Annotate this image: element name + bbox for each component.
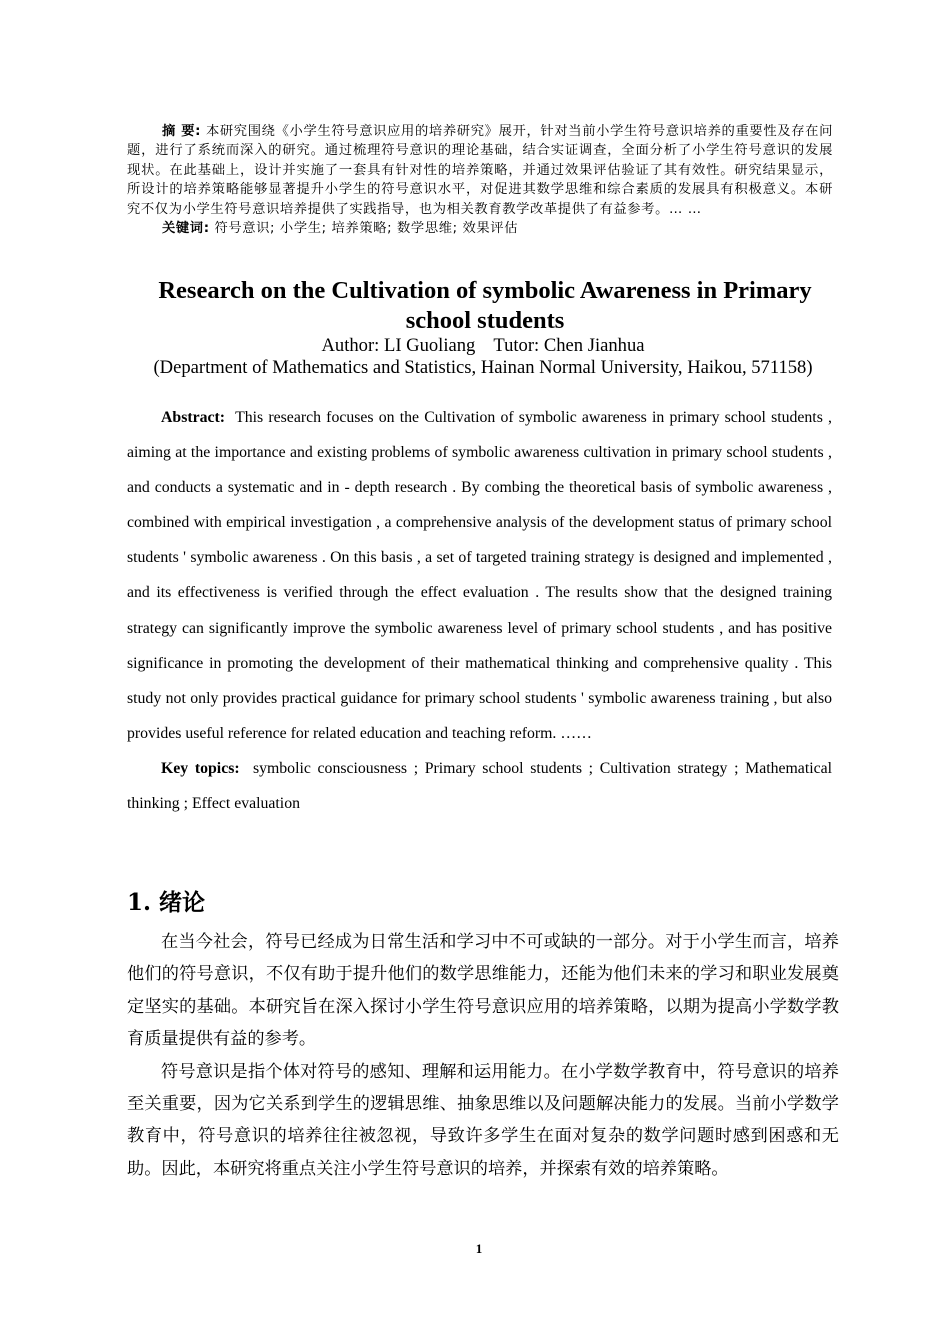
chinese-abstract-text: 本研究围绕《小学生符号意识应用的培养研究》展开，针对当前小学生符号意识培养的重要性及存在问题，进行了系统而深入的研究。通过梳理符号意识的理论基础，结合实证调查，全面分析了小学生符号意识的发展现状。在此基础上，设计并实施了一套具有针对性的培养策略，并通过效果评估验证了其有效性。研究结果显示，所设计的培养策略能够显著提升小学生的符号意识水平，对促进其数学思维和综合素质的发展具有积极意义。本研究不仅为小学生符号意识培养提供了实践指导，也为相关教育教学改革提供了有益参考。… … [127,124,833,217]
english-keywords-label: Key topics: [161,759,240,777]
section-heading: 1. 绪论 [127,889,206,916]
chinese-abstract [127,122,833,238]
english-title: Research on the Cultivation of symbolic Awareness in Primary school students [158,277,812,334]
english-keywords-text: symbolic consciousness ; Primary school students ; Cultivation strategy ; Mathematical thinking ; Effect evaluation [127,759,833,813]
chinese-abstract-label: 摘 要: [162,124,202,139]
section-body [127,926,839,1185]
chinese-abstract-paragraph [127,122,833,219]
chinese-keywords [127,219,833,238]
chinese-keywords-label: 关键词: [162,221,210,237]
tutor-name: Tutor: Chen Jianhua [493,335,645,356]
english-keywords [127,751,832,821]
page-number: 1 [475,1241,483,1256]
english-abstract-paragraph [127,400,832,751]
author-line [100,335,866,357]
english-abstract [127,400,832,821]
body-paragraph: 在当今社会，符号已经成为日常生活和学习中不可或缺的一部分。对于小学生而言，培养他们的符号意识，不仅有助于提升他们的数学思维能力，还能为他们未来的学习和职业发展奠定坚实的基础。本研究旨在深入探讨小学生符号意识应用的培养策略，以期为提高小学数学教育质量提供有益的参考。 [127,932,839,1050]
english-abstract-label: Abstract: [161,409,226,426]
english-abstract-text: This research focuses on the Cultivation of symbolic awareness in primary school students , aiming at the importance and existing problems of symbolic awareness cultivation in primary school students , and conducts a systematic and in - depth research . By combing the theoretical basis of symbolic awareness , combined with empirical investigation , a comprehensive analysis of the development status of primary school students ' symbolic awareness . On this basis , a set of targeted training strategy is designed and implemented , and its effectiveness is verified through the effect evaluation . The results show that the designed training strategy can significantly improve the symbolic awareness level of primary school students , and has positive significance in promoting the development of their mathematical thinking and comprehensive quality . This study not only provides practical guidance for primary school students ' symbolic awareness training , but also provides useful reference for related education and teaching reform. …… [127,409,832,742]
affiliation: (Department of Mathematics and Statistics, Hainan Normal University, Haikou, 571158) [153,357,813,378]
author-name: Author: LI Guoliang [321,335,476,356]
body-paragraph: 符号意识是指个体对符号的感知、理解和运用能力。在小学数学教育中，符号意识的培养至关重要，因为它关系到学生的逻辑思维、抽象思维以及问题解决能力的发展。当前小学数学教育中，符号意识的培养往往被忽视，导致许多学生在面对复杂的数学问题时感到困惑和无助。因此，本研究将重点关注小学生符号意识的培养，并探索有效的培养策略。 [127,1061,839,1179]
chinese-keywords-text: 符号意识; 小学生; 培养策略; 数学思维; 效果评估 [214,221,519,237]
